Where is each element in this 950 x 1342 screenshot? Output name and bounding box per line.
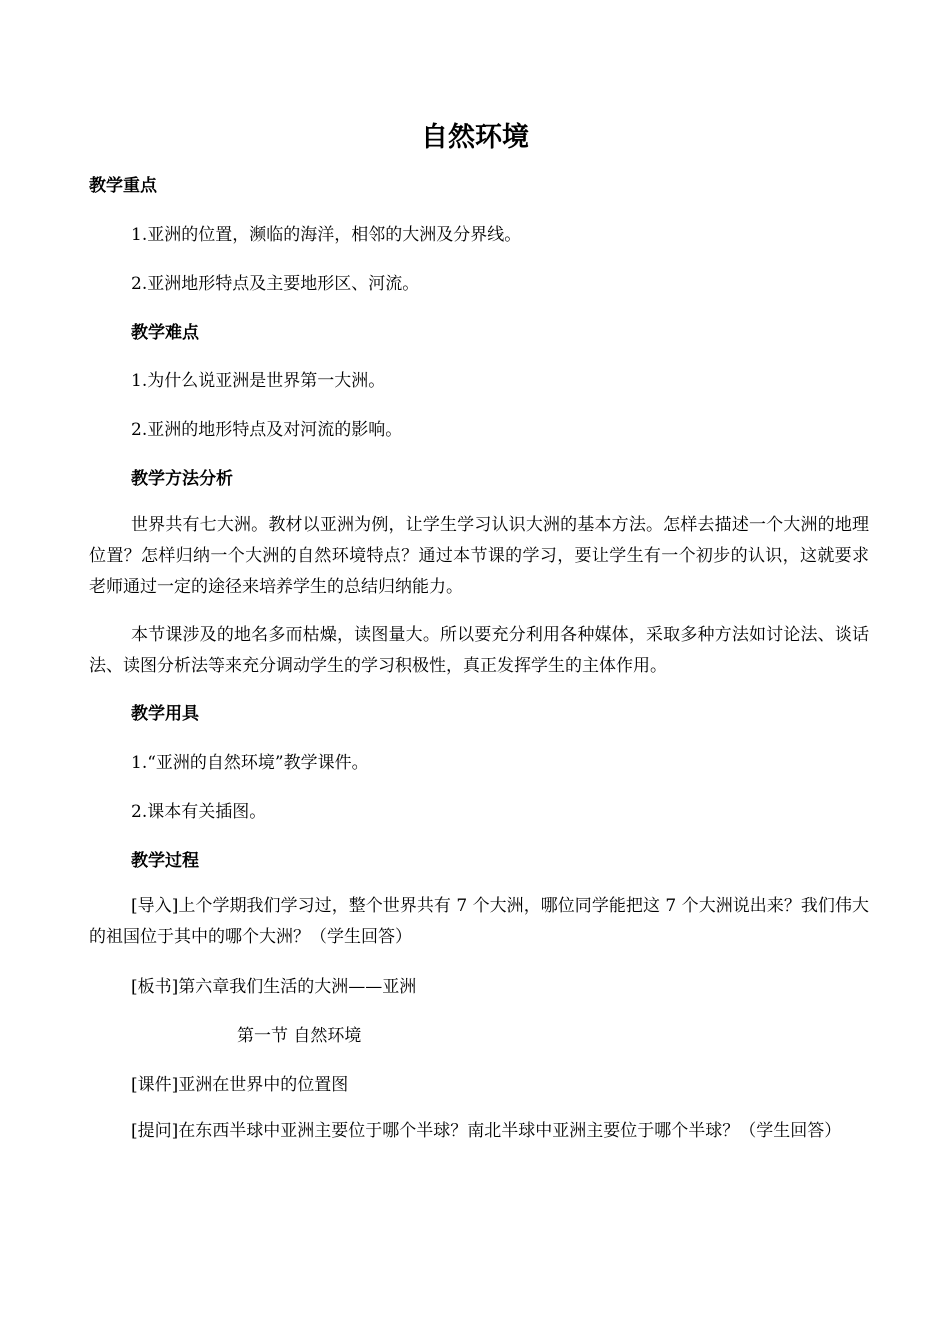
heading-teaching-focus: 教学重点 <box>89 176 157 196</box>
method-paragraph-2: 本节课涉及的地名多而枯燥，读图量大。所以要充分利用各种媒体，采取多种方法如讨论法、谈话法、读图分析法等来充分调动学生的学习积极性，真正发挥学生的主体作用。 <box>89 625 869 676</box>
focus-item-2: 2.亚洲地形特点及主要地形区、河流。 <box>131 274 420 294</box>
process-intro: [导入]上个学期我们学习过，整个世界共有 7 个大洲，哪位同学能把这 7 个大洲说出来？我们伟大的祖国位于其中的哪个大洲？（学生回答） <box>89 896 869 947</box>
tools-item-1: 1.“亚洲的自然环境”教学课件。 <box>131 753 369 773</box>
difficulty-item-2: 2.亚洲的地形特点及对河流的影响。 <box>131 420 403 440</box>
method-paragraph-1: 世界共有七大洲。教材以亚洲为例，让学生学习认识大洲的基本方法。怎样去描述一个大洲的地理位置？怎样归纳一个大洲的自然环境特点？通过本节课的学习，要让学生有一个初步的认识，这就要求老师通过一定的途径来培养学生的总结归纳能力。 <box>89 515 869 597</box>
heading-teaching-tools: 教学用具 <box>131 704 199 724</box>
process-courseware: [课件]亚洲在世界中的位置图 <box>131 1075 349 1095</box>
process-question: [提问]在东西半球中亚洲主要位于哪个半球？南北半球中亚洲主要位于哪个半球？（学生回答） <box>131 1121 842 1141</box>
heading-teaching-difficulty: 教学难点 <box>131 323 199 343</box>
document-title: 自然环境 <box>421 122 529 153</box>
difficulty-item-1: 1.为什么说亚洲是世界第一大洲。 <box>131 371 386 391</box>
heading-teaching-method: 教学方法分析 <box>131 469 233 489</box>
heading-teaching-process: 教学过程 <box>131 851 199 871</box>
process-section-title: 第一节 自然环境 <box>237 1026 362 1046</box>
tools-item-2: 2.课本有关插图。 <box>131 802 267 822</box>
focus-item-1: 1.亚洲的位置，濒临的海洋，相邻的大洲及分界线。 <box>131 225 522 245</box>
process-board-note: [板书]第六章我们生活的大洲——亚洲 <box>131 977 417 997</box>
